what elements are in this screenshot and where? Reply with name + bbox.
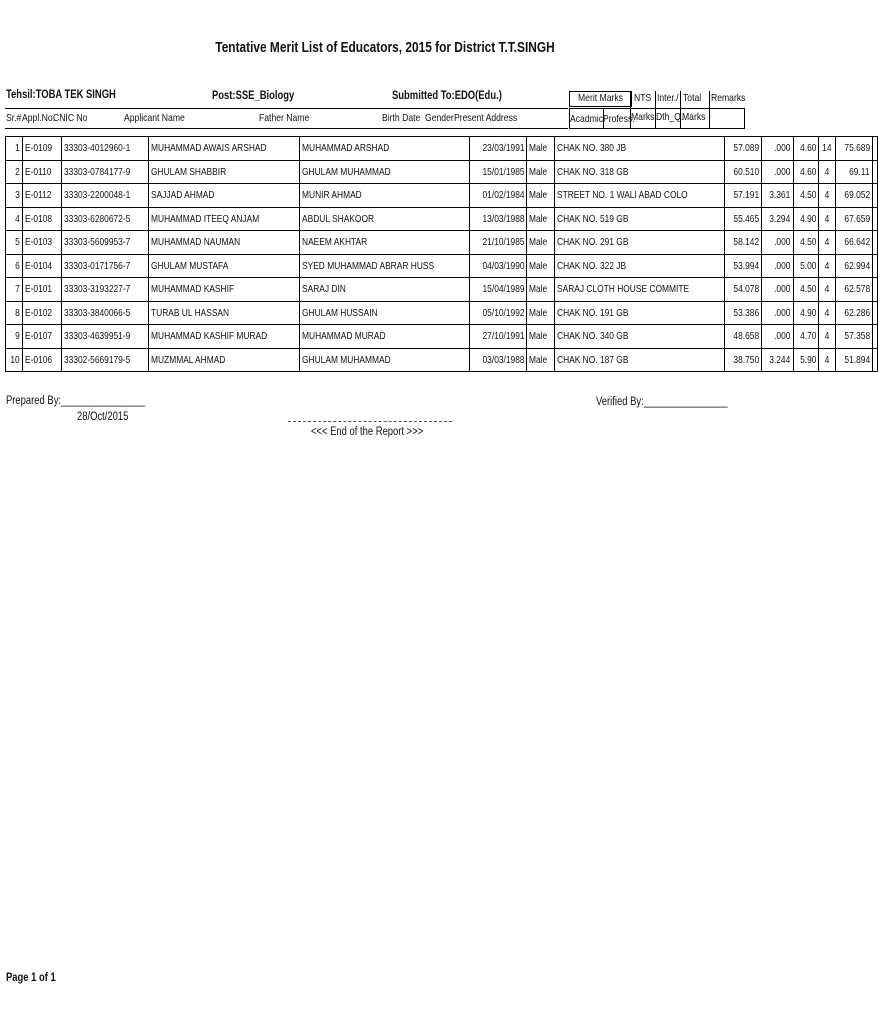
col-profess: Profess.	[603, 113, 635, 125]
table-row	[6, 254, 878, 278]
cell-remarks	[872, 325, 877, 349]
cell-profess-marks: .000	[762, 160, 793, 184]
cell-cnic: 33303-4012960-1	[61, 137, 149, 161]
cell-inter-marks: 4	[819, 325, 836, 349]
cell-profess-marks: .000	[762, 301, 793, 325]
cell-applicant-name: SAJJAD AHMAD	[149, 184, 299, 208]
cell-cnic: 33303-0171756-7	[61, 254, 149, 278]
cell-appl-no: E-0101	[22, 278, 61, 302]
cell-father-name: MUHAMMAD ARSHAD	[299, 137, 469, 161]
cell-father-name: NAEEM AKHTAR	[299, 231, 469, 255]
nts-header-bottom: Marks	[631, 111, 655, 123]
table-row	[6, 348, 878, 372]
cell-remarks	[872, 184, 877, 208]
cell-nts-marks: 4.50	[793, 184, 818, 208]
cell-present-address: SARAJ CLOTH HOUSE COMMITE	[555, 278, 725, 302]
cell-cnic: 33303-4639951-9	[61, 325, 149, 349]
cell-profess-marks: 3.361	[762, 184, 793, 208]
cell-applicant-name: MUHAMMAD ITEEQ ANJAM	[149, 207, 299, 231]
cell-inter-marks: 4	[819, 254, 836, 278]
table-row	[6, 207, 878, 231]
cell-father-name: MUHAMMAD MURAD	[299, 325, 469, 349]
cell-birth-date: 21/10/1985	[469, 231, 527, 255]
cell-father-name: GHULAM MUHAMMAD	[299, 348, 469, 372]
cell-total-marks: 66.642	[835, 231, 872, 255]
cell-academic-marks: 57.191	[725, 184, 762, 208]
cell-applicant-name: GHULAM MUSTAFA	[149, 254, 299, 278]
cell-birth-date: 05/10/1992	[469, 301, 527, 325]
cell-total-marks: 69.052	[835, 184, 872, 208]
cell-applicant-name: TURAB UL HASSAN	[149, 301, 299, 325]
merit-marks-header: Merit Marks	[578, 92, 623, 104]
cell-cnic: 33303-3840066-5	[61, 301, 149, 325]
end-of-report: <<< End of the Report >>>	[311, 426, 424, 438]
cell-remarks	[872, 231, 877, 255]
total-header-top: Total	[683, 92, 702, 104]
cell-present-address: CHAK NO. 340 GB	[555, 325, 725, 349]
cell-father-name: SARAJ DIN	[299, 278, 469, 302]
cell-present-address: CHAK NO. 380 JB	[555, 137, 725, 161]
cell-total-marks: 62.286	[835, 301, 872, 325]
cell-applicant-name: MUHAMMAD KASHIF	[149, 278, 299, 302]
cell-remarks	[872, 160, 877, 184]
cell-nts-marks: 4.50	[793, 278, 818, 302]
cell-appl-no: E-0108	[22, 207, 61, 231]
cell-present-address: CHAK NO. 187 GB	[555, 348, 725, 372]
cell-birth-date: 03/03/1988	[469, 348, 527, 372]
cell-present-address: CHAK NO. 191 GB	[555, 301, 725, 325]
cell-applicant-name: MUZMMAL AHMAD	[149, 348, 299, 372]
cell-academic-marks: 55.465	[725, 207, 762, 231]
report-date: 28/Oct/2015	[77, 411, 129, 423]
cell-gender: Male	[527, 207, 555, 231]
cell-present-address: CHAK NO. 318 GB	[555, 160, 725, 184]
cell-appl-no: E-0102	[22, 301, 61, 325]
cell-total-marks: 57.358	[835, 325, 872, 349]
cell-applicant-name: MUHAMMAD KASHIF MURAD	[149, 325, 299, 349]
cell-father-name: SYED MUHAMMAD ABRAR HUSS	[299, 254, 469, 278]
cell-present-address: CHAK NO. 519 GB	[555, 207, 725, 231]
cell-remarks	[872, 301, 877, 325]
cell-sr: 4	[6, 207, 23, 231]
cell-nts-marks: 4.60	[793, 160, 818, 184]
cell-inter-marks: 14	[819, 137, 836, 161]
cell-gender: Male	[527, 301, 555, 325]
cell-total-marks: 69.11	[835, 160, 872, 184]
post-value: SSE_Biology	[235, 90, 295, 102]
cell-sr: 8	[6, 301, 23, 325]
cell-birth-date: 15/01/1985	[469, 160, 527, 184]
cell-gender: Male	[527, 184, 555, 208]
cell-academic-marks: 53.994	[725, 254, 762, 278]
col-present-address: Present Address	[454, 112, 518, 124]
cell-applicant-name: GHULAM SHABBIR	[149, 160, 299, 184]
cell-father-name: ABDUL SHAKOOR	[299, 207, 469, 231]
cell-inter-marks: 4	[819, 160, 836, 184]
separator-line	[288, 421, 452, 422]
cell-gender: Male	[527, 325, 555, 349]
table-row	[6, 278, 878, 302]
cell-nts-marks: 4.70	[793, 325, 818, 349]
cell-inter-marks: 4	[819, 207, 836, 231]
cell-profess-marks: .000	[762, 254, 793, 278]
cell-inter-marks: 4	[819, 278, 836, 302]
cell-profess-marks: .000	[762, 325, 793, 349]
cell-appl-no: E-0109	[22, 137, 61, 161]
cell-cnic: 33302-5669179-5	[61, 348, 149, 372]
cell-gender: Male	[527, 278, 555, 302]
table-row	[6, 301, 878, 325]
col-cnic: CNIC No	[53, 112, 88, 124]
col-gender: Gender	[425, 112, 454, 124]
cell-cnic: 33303-6280672-5	[61, 207, 149, 231]
report-title: Tentative Merit List of Educators, 2015 for District T.T.SINGH	[215, 40, 555, 56]
merit-table	[5, 136, 878, 372]
submitted-value: EDO(Edu.)	[454, 90, 502, 102]
cell-academic-marks: 48.658	[725, 325, 762, 349]
cell-academic-marks: 57.089	[725, 137, 762, 161]
cell-appl-no: E-0107	[22, 325, 61, 349]
table-row	[6, 137, 878, 161]
cell-cnic: 33303-0784177-9	[61, 160, 149, 184]
cell-appl-no: E-0104	[22, 254, 61, 278]
cell-father-name: MUNIR AHMAD	[299, 184, 469, 208]
prepared-by: Prepared By:________________	[6, 395, 145, 407]
cell-applicant-name: MUHAMMAD AWAIS ARSHAD	[149, 137, 299, 161]
cell-gender: Male	[527, 254, 555, 278]
cell-applicant-name: MUHAMMAD NAUMAN	[149, 231, 299, 255]
table-row	[6, 160, 878, 184]
cell-inter-marks: 4	[819, 348, 836, 372]
cell-remarks	[872, 254, 877, 278]
cell-gender: Male	[527, 160, 555, 184]
cell-nts-marks: 4.90	[793, 207, 818, 231]
cell-total-marks: 67.659	[835, 207, 872, 231]
cell-father-name: GHULAM MUHAMMAD	[299, 160, 469, 184]
cell-academic-marks: 60.510	[725, 160, 762, 184]
cell-birth-date: 04/03/1990	[469, 254, 527, 278]
cell-gender: Male	[527, 137, 555, 161]
cell-academic-marks: 58.142	[725, 231, 762, 255]
cell-nts-marks: 5.90	[793, 348, 818, 372]
cell-nts-marks: 4.60	[793, 137, 818, 161]
cell-total-marks: 62.994	[835, 254, 872, 278]
submitted-to: Submitted To:EDO(Edu.)	[392, 90, 502, 102]
inter-header-bottom: Dth_Q.	[656, 111, 684, 123]
col-birth-date: Birth Date	[382, 112, 421, 124]
cell-father-name: GHULAM HUSSAIN	[299, 301, 469, 325]
cell-appl-no: E-0112	[22, 184, 61, 208]
cell-profess-marks: 3.294	[762, 207, 793, 231]
cell-total-marks: 62.578	[835, 278, 872, 302]
cell-profess-marks: .000	[762, 278, 793, 302]
cell-nts-marks: 4.50	[793, 231, 818, 255]
cell-remarks	[872, 348, 877, 372]
cell-appl-no: E-0110	[22, 160, 61, 184]
nts-header-top: NTS	[634, 92, 652, 104]
header-divider	[709, 91, 710, 128]
cell-nts-marks: 4.90	[793, 301, 818, 325]
cell-gender: Male	[527, 231, 555, 255]
cell-remarks	[872, 278, 877, 302]
cell-profess-marks: 3.244	[762, 348, 793, 372]
cell-total-marks: 75.689	[835, 137, 872, 161]
cell-inter-marks: 4	[819, 301, 836, 325]
tehsil-label: Tehsil:TOBA TEK SINGH	[6, 89, 116, 101]
cell-total-marks: 51.894	[835, 348, 872, 372]
cell-academic-marks: 38.750	[725, 348, 762, 372]
col-academic: Acadmic	[570, 113, 604, 125]
cell-cnic: 33303-3193227-7	[61, 278, 149, 302]
cell-sr: 6	[6, 254, 23, 278]
col-sr: Sr.#	[6, 112, 22, 124]
cell-remarks	[872, 137, 877, 161]
table-row	[6, 184, 878, 208]
cell-sr: 5	[6, 231, 23, 255]
inter-header-top: Inter./	[657, 92, 679, 104]
cell-nts-marks: 5.00	[793, 254, 818, 278]
cell-academic-marks: 53.386	[725, 301, 762, 325]
cell-birth-date: 27/10/1991	[469, 325, 527, 349]
verified-by: Verified By:________________	[596, 396, 728, 408]
cell-sr: 3	[6, 184, 23, 208]
col-appl: Appl.No.	[22, 112, 56, 124]
cell-birth-date: 23/03/1991	[469, 137, 527, 161]
tehsil-value: TOBA TEK SINGH	[35, 89, 116, 101]
cell-sr: 2	[6, 160, 23, 184]
remarks-header: Remarks	[711, 92, 746, 104]
table-row	[6, 231, 878, 255]
cell-profess-marks: .000	[762, 231, 793, 255]
cell-sr: 1	[6, 137, 23, 161]
cell-academic-marks: 54.078	[725, 278, 762, 302]
col-father-name: Father Name	[259, 112, 310, 124]
cell-sr: 7	[6, 278, 23, 302]
cell-inter-marks: 4	[819, 184, 836, 208]
cell-birth-date: 13/03/1988	[469, 207, 527, 231]
cell-cnic: 33303-2200048-1	[61, 184, 149, 208]
cell-present-address: CHAK NO. 322 JB	[555, 254, 725, 278]
cell-present-address: CHAK NO. 291 GB	[555, 231, 725, 255]
table-row	[6, 325, 878, 349]
col-applicant-name: Applicant Name	[124, 112, 185, 124]
cell-birth-date: 15/04/1989	[469, 278, 527, 302]
cell-birth-date: 01/02/1984	[469, 184, 527, 208]
cell-sr: 9	[6, 325, 23, 349]
post-label: Post:SSE_Biology	[212, 90, 295, 102]
cell-cnic: 33303-5609953-7	[61, 231, 149, 255]
cell-gender: Male	[527, 348, 555, 372]
cell-profess-marks: .000	[762, 137, 793, 161]
page-number: Page 1 of 1	[6, 972, 56, 984]
cell-appl-no: E-0106	[22, 348, 61, 372]
total-header-bottom: Marks	[682, 111, 706, 123]
cell-appl-no: E-0103	[22, 231, 61, 255]
cell-inter-marks: 4	[819, 231, 836, 255]
cell-remarks	[872, 207, 877, 231]
cell-present-address: STREET NO. 1 WALI ABAD COLO	[555, 184, 725, 208]
cell-sr: 10	[6, 348, 23, 372]
